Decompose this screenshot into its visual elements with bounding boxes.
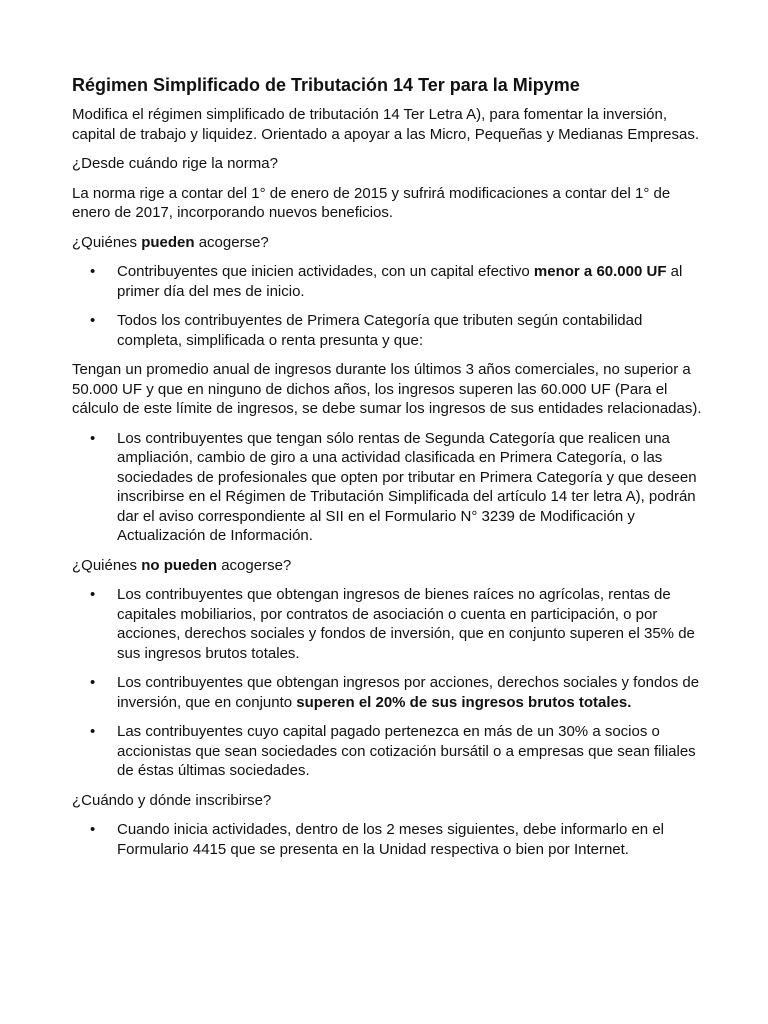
question-quienes-no-pueden: [72, 556, 708, 576]
question-post: acogerse?: [194, 233, 269, 251]
question-bold: no pueden: [141, 556, 218, 574]
item-text: Los contribuyentes que tengan sólo rentas de Segunda Categoría que realicen una ampliación, cambio de giro a una actividad clasificada en Primera Categoría, o las sociedades de profesionales que opten por tributar en Primera Categoría y que deseen inscribirse en el Régimen de Tributación Simplificada del artículo 14 ter letra A), podrán dar el aviso correspondiente al SII en el Formulario N° 3239 de Modificación y Actualización de Información.: [117, 429, 697, 544]
item-text: Los contribuyentes que obtengan ingresos de bienes raíces no agrícolas, rentas de capitales mobiliarios, por contratos de asociación o cuenta en participación, o por acciones, derechos sociales y fondos de inversión, que en conjunto superen el 35% de sus ingresos brutos totales.: [117, 586, 695, 662]
cuando-list: [72, 820, 708, 859]
question-pre: ¿Quiénes: [72, 233, 142, 251]
list-item: [72, 585, 708, 663]
pueden-list: [72, 262, 708, 350]
item-bold: menor a 60.000 UF: [533, 263, 667, 280]
list-item: [72, 429, 708, 546]
question-bold: pueden: [141, 233, 195, 251]
item-text: Contribuyentes que inicien actividades, con un capital efectivo: [117, 263, 534, 280]
list-item: [72, 311, 708, 350]
item-bold: superen el 20% de sus ingresos brutos totales.: [296, 693, 632, 711]
item-text: Los contribuyentes que obtengan ingresos por acciones, derechos sociales y fondos de inversión, que en conjunto: [117, 674, 700, 711]
document-title: Régimen Simplificado de Tributación 14 Ter para la Mipyme: [72, 75, 580, 95]
question-pre: ¿Quiénes: [72, 556, 142, 574]
intro-paragraph: Modifica el régimen simplificado de tributación 14 Ter Letra A), para fomentar la inversión, capital de trabajo y liquidez. Orientado a apoyar a las Micro, Pequeñas y Medianas Empresas.: [72, 106, 700, 143]
answer-desde-cuando: La norma rige a contar del 1° de enero de 2015 y sufrirá modificaciones a contar del 1° de enero de 2017, incorporando nuevos beneficios.: [72, 184, 671, 221]
list-item: [72, 262, 708, 301]
no-pueden-list: [72, 585, 708, 781]
item-text: Las contribuyentes cuyo capital pagado pertenezca en más de un 30% a socios o accionistas que sean sociedades con cotización bursátil o a empresas que sean filiales de éstas últimas sociedades.: [117, 723, 696, 779]
item-text: Todos los contribuyentes de Primera Categoría que tributen según contabilidad completa, simplificada o renta presunta y que:: [117, 312, 643, 349]
question-post: acogerse?: [217, 556, 292, 574]
question-cuando-donde: ¿Cuándo y dónde inscribirse?: [72, 791, 272, 809]
question-quienes-pueden: [72, 233, 708, 253]
list-item: [72, 722, 708, 781]
list-item: [72, 673, 708, 712]
question-desde-cuando: ¿Desde cuándo rige la norma?: [72, 155, 278, 172]
list-item: [72, 820, 708, 859]
segunda-categoria-list: [72, 429, 708, 546]
item-text: Cuando inicia actividades, dentro de los 2 meses siguientes, debe informarlo en el Formulario 4415 que se presenta en la Unidad respectiva o bien por Internet.: [117, 821, 664, 858]
promedio-paragraph: Tengan un promedio anual de ingresos durante los últimos 3 años comerciales, no superior a 50.000 UF y que en ninguno de dichos años, los ingresos superen las 60.000 UF (Para el cálculo de este límite de ingresos, se debe sumar los ingresos de sus entidades relacionadas).: [72, 361, 702, 417]
item-text: al primer día del mes de inicio.: [117, 263, 683, 300]
